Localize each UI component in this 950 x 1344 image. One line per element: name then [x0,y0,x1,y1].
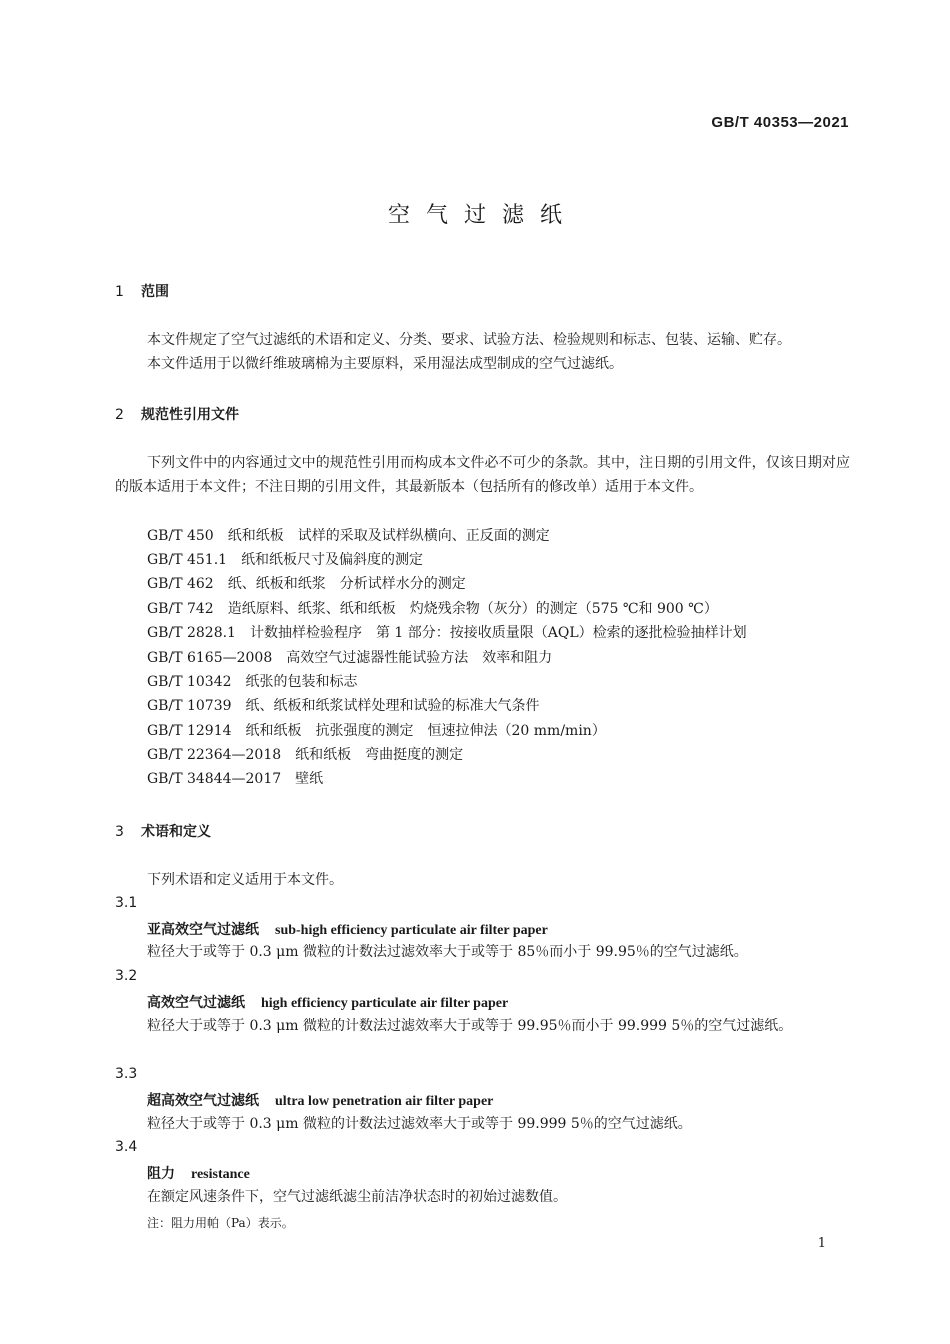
scope-paragraph-2: 本文件适用于以微纤维玻璃棉为主要原料，采用湿法成型制成的空气过滤纸。 [147,356,623,372]
term-heading [147,992,508,1012]
reference-item [147,621,747,645]
scope-paragraph-1: 本文件规定了空气过滤纸的术语和定义、分类、要求、试验方法、检验规则和标志、包装、运输、贮存。 [147,332,791,348]
section-number: 2 [115,407,124,423]
reference-code: GB/T 6165—2008 [147,650,273,666]
term-number: 3.1 [115,895,138,911]
term-zh: 超高效空气过滤纸 [147,1093,259,1109]
term-heading [147,1163,250,1183]
term-zh: 亚高效空气过滤纸 [147,922,259,938]
section-number: 3 [115,824,124,840]
reference-item [147,694,540,718]
section-1-heading [115,281,169,301]
term-definition: 粒径大于或等于 0.3 μm 微粒的计数法过滤效率大于或等于 99.999 5％的空气过滤纸。 [147,1116,692,1132]
term-number: 3.3 [115,1066,138,1082]
term-en: resistance [191,1167,250,1182]
reference-code: GB/T 2828.1 [147,625,236,641]
reference-title: 纸张的包装和标志 [245,674,358,690]
reference-item [147,572,466,596]
term-definition: 粒径大于或等于 0.3 μm 微粒的计数法过滤效率大于或等于 85％而小于 99.95％的空气过滤纸。 [147,944,748,960]
reference-item [147,670,358,694]
reference-title: 纸和纸板 弯曲挺度的测定 [295,747,464,763]
term-definition: 粒径大于或等于 0.3 μm 微粒的计数法过滤效率大于或等于 99.95％而小于 99.999 5％的空气过滤纸。 [147,1018,793,1034]
reference-code: GB/T 22364—2018 [147,747,282,763]
reference-item [147,524,550,548]
reference-title: 纸和纸板 试样的采取及试样纵横向、正反面的测定 [227,528,550,544]
section-title: 规范性引用文件 [141,407,239,423]
reference-code: GB/T 451.1 [147,552,228,568]
reference-code: GB/T 450 [147,528,214,544]
reference-title: 计数抽样检验程序 第 1 部分：按接收质量限（AQL）检索的逐批检验抽样计划 [249,625,747,641]
reference-item [147,548,423,572]
term-zh: 高效空气过滤纸 [147,995,245,1011]
page-number: 1 [817,1236,826,1251]
term-note: 注：阻力用帕（Pa）表示。 [147,1216,294,1230]
section-title: 术语和定义 [141,824,211,840]
term-heading [147,1090,493,1110]
reference-title: 造纸原料、纸浆、纸和纸板 灼烧残余物（灰分）的测定（575 ℃和 900 ℃） [227,601,718,617]
term-definition: 在额定风速条件下，空气过滤纸滤尘前洁净状态时的初始过滤数值。 [147,1189,567,1205]
reference-item [147,743,463,767]
reference-code: GB/T 742 [147,601,214,617]
reference-code: GB/T 12914 [147,723,232,739]
references-intro: 下列文件中的内容通过文中的规范性引用而构成本文件必不可少的条款。其中，注日期的引用文件，仅该日期对应的版本适用于本文件；不注日期的引用文件，其最新版本（包括所有的修改单）适用于本文件。 [115,455,850,495]
reference-code: GB/T 10342 [147,674,232,690]
reference-code: GB/T 10739 [147,698,232,714]
term-en: sub-high efficiency particulate air filter paper [275,923,548,938]
term-heading [147,919,548,939]
section-3-heading [115,821,211,841]
reference-code: GB/T 462 [147,576,214,592]
section-number: 1 [115,284,124,300]
term-en: high efficiency particulate air filter paper [261,996,509,1011]
reference-title: 纸、纸板和纸浆 分析试样水分的测定 [227,576,466,592]
reference-item [147,767,323,791]
term-number: 3.4 [115,1139,138,1155]
reference-title: 纸、纸板和纸浆试样处理和试验的标准大气条件 [245,698,540,714]
section-title: 范围 [141,284,169,300]
reference-item [147,719,606,743]
term-en: ultra low penetration air filter paper [275,1094,494,1109]
reference-title: 高效空气过滤器性能试验方法 效率和阻力 [286,650,553,666]
reference-code: GB/T 34844—2017 [147,771,282,787]
reference-title: 纸和纸板尺寸及偏斜度的测定 [241,552,424,568]
reference-item [147,597,718,621]
terms-intro: 下列术语和定义适用于本文件。 [147,872,343,888]
document-title: 空气过滤纸 [387,203,578,228]
term-zh: 阻力 [147,1166,175,1182]
reference-item [147,646,552,670]
section-2-heading [115,404,239,424]
term-number: 3.2 [115,968,138,984]
reference-title: 壁纸 [295,771,324,787]
reference-title: 纸和纸板 抗张强度的测定 恒速拉伸法（20 mm/min） [245,723,606,739]
standard-code: GB/T 40353—2021 [711,114,849,131]
